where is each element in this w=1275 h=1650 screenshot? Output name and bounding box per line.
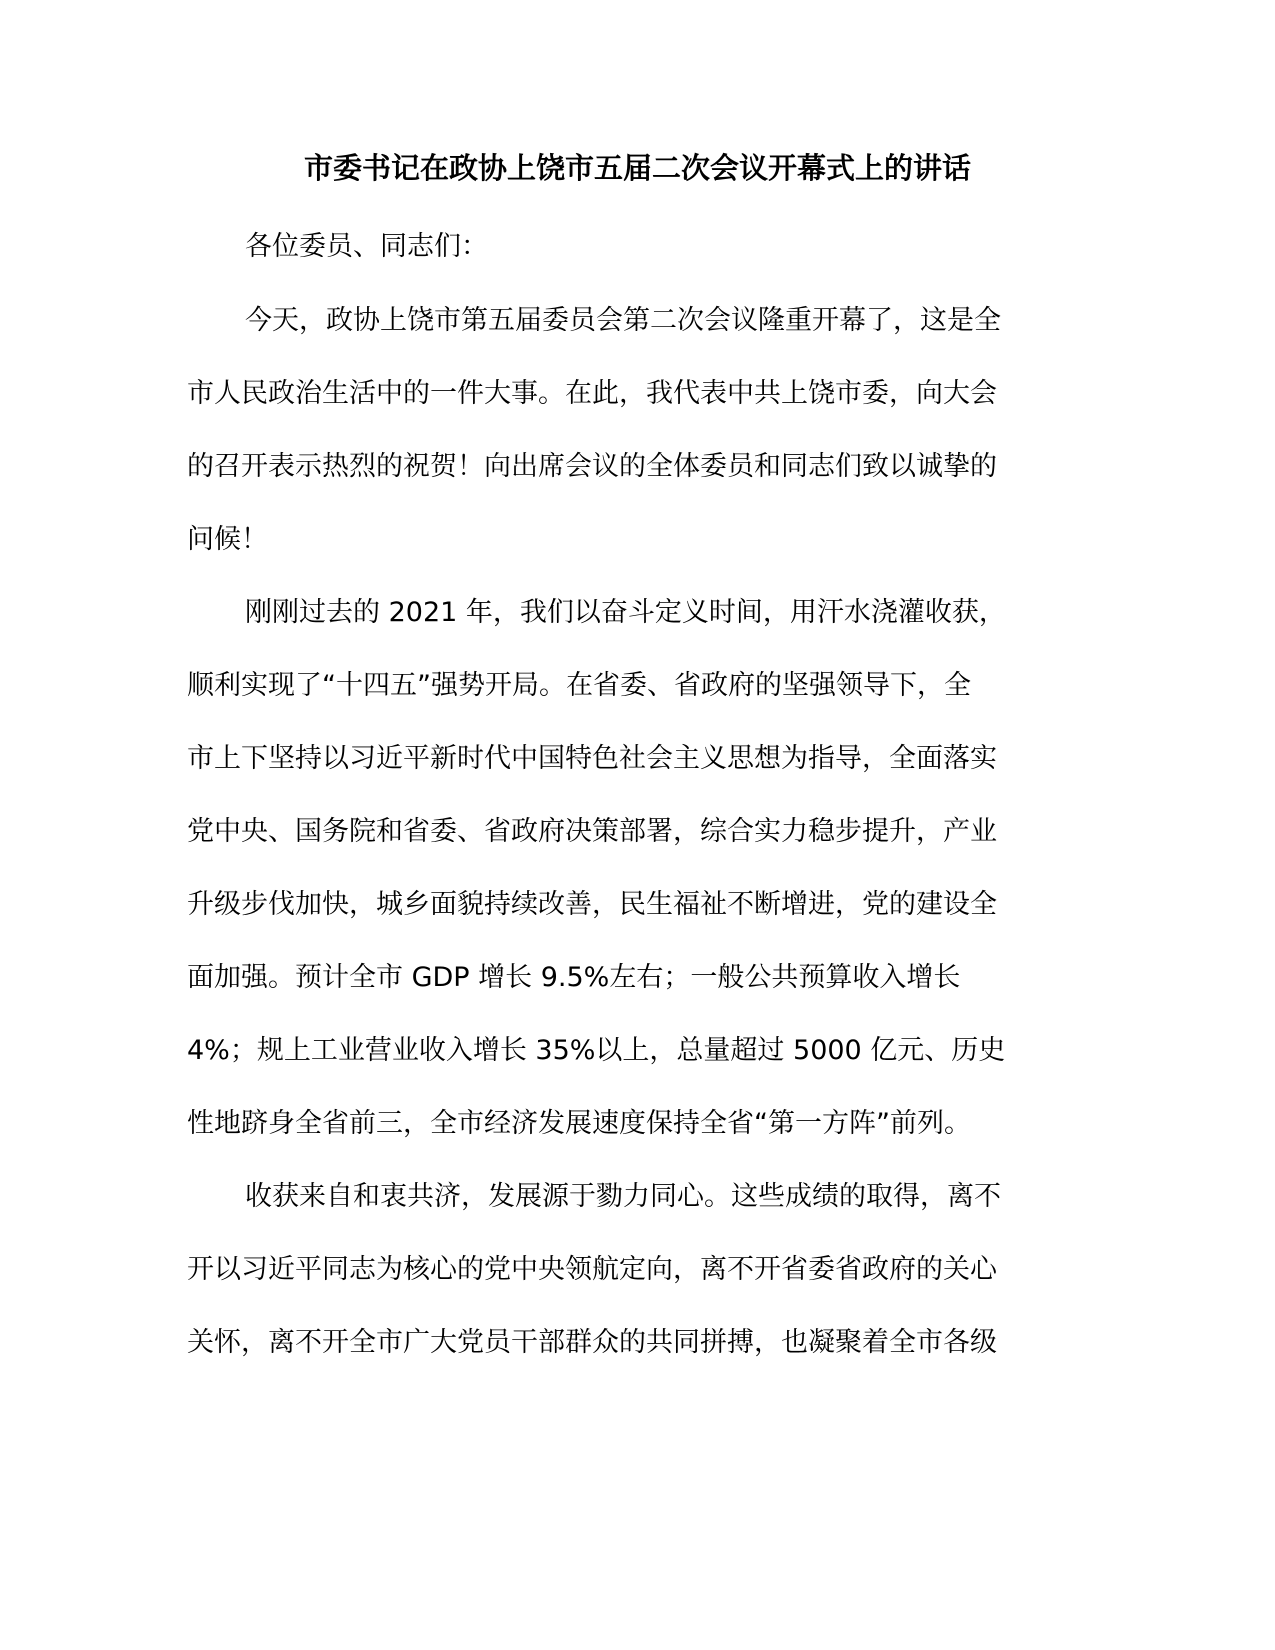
- paragraph-2-line-2: 顺利实现了“十四五”强势开局。在省委、省政府的坚强领导下，全: [187, 670, 971, 701]
- paragraph-2-line-6: 面加强。预计全市 GDP 增长 9.5%左右；一般公共预算收入增长: [187, 962, 961, 993]
- paragraph-3-line-3: 关怀，离不开全市广大党员干部群众的共同拼搏，也凝聚着全市各级: [187, 1327, 997, 1358]
- paragraph-2-line-7: 4%；规上工业营业收入增长 35%以上，总量超过 5000 亿元、历史: [187, 1035, 1006, 1066]
- paragraph-2-line-3: 市上下坚持以习近平新时代中国特色社会主义思想为指导，全面落实: [187, 743, 997, 774]
- paragraph-2-line-8: 性地跻身全省前三，全市经济发展速度保持全省“第一方阵”前列。: [187, 1108, 971, 1139]
- paragraph-1-line-2: 市人民政治生活中的一件大事。在此，我代表中共上饶市委，向大会: [187, 378, 997, 409]
- paragraph-1-line-1: 今天，政协上饶市第五届委员会第二次会议隆重开幕了，这是全: [245, 305, 1001, 336]
- paragraph-3-line-2: 开以习近平同志为核心的党中央领航定向，离不开省委省政府的关心: [187, 1254, 997, 1285]
- document-title: 市委书记在政协上饶市五届二次会议开幕式上的讲话: [303, 151, 971, 185]
- paragraph-1-line-3: 的召开表示热烈的祝贺！向出席会议的全体委员和同志们致以诚挚的: [187, 451, 997, 482]
- salutation: 各位委员、同志们：: [245, 231, 488, 262]
- paragraph-2-line-4: 党中央、国务院和省委、省政府决策部署，综合实力稳步提升，产业: [187, 816, 997, 847]
- paragraph-1-line-4: 问候！: [187, 524, 268, 555]
- paragraph-2-line-1: 刚刚过去的 2021 年，我们以奋斗定义时间，用汗水浇灌收获，: [245, 597, 1006, 628]
- paragraph-3-line-1: 收获来自和衷共济，发展源于勠力同心。这些成绩的取得，离不: [245, 1181, 1001, 1212]
- paragraph-2-line-5: 升级步伐加快，城乡面貌持续改善，民生福祉不断增进，党的建设全: [187, 889, 997, 920]
